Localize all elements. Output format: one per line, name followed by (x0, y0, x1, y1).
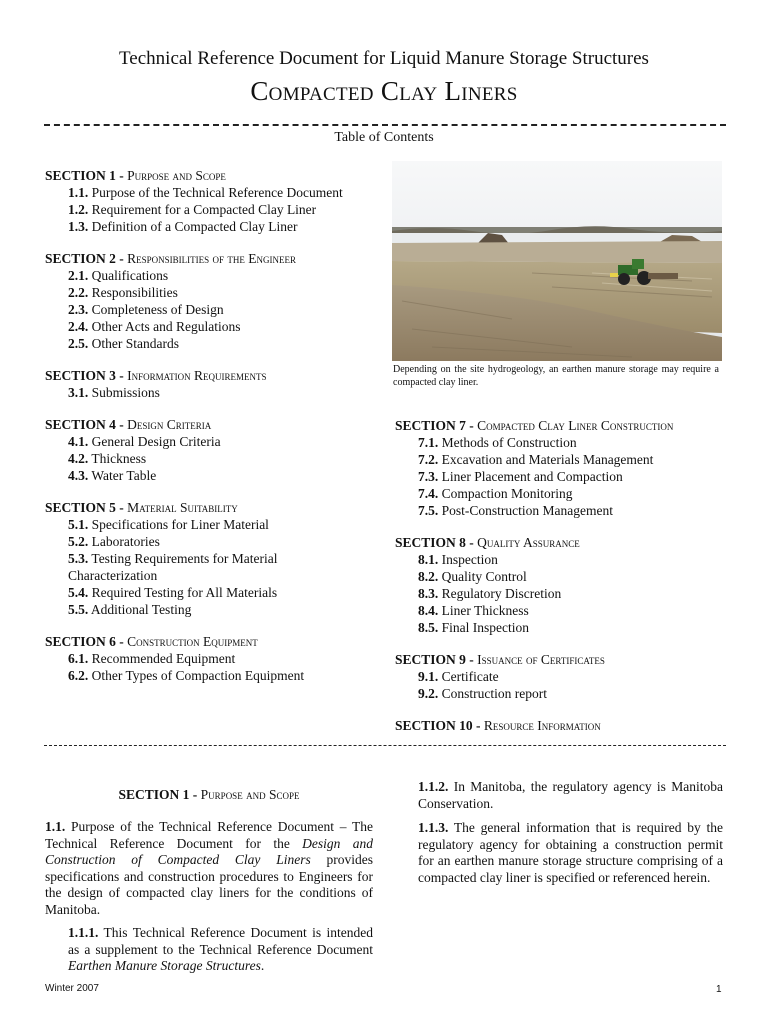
toc-item[interactable]: 2.1. Qualifications (68, 268, 169, 283)
toc-item[interactable]: 2.5. Other Standards (68, 336, 179, 351)
section-label: SECTION 6 - (45, 634, 124, 649)
section-label: SECTION 8 - (395, 535, 474, 550)
toc-item[interactable]: 4.2. Thickness (68, 451, 147, 466)
toc-left-column (45, 167, 375, 684)
toc-item[interactable]: 7.4. Compaction Monitoring (418, 486, 573, 501)
section-1-heading (45, 787, 373, 803)
toc-section-4[interactable] (45, 416, 375, 484)
toc-item[interactable]: 9.1. Certificate (418, 669, 499, 684)
toc-item[interactable]: 3.1. Submissions (68, 385, 160, 400)
section-title: Resource Information (483, 718, 601, 733)
section-label: SECTION 7 - (395, 418, 474, 433)
toc-item[interactable]: 7.2. Excavation and Materials Management (418, 452, 654, 467)
toc-item-continuation: Characterization (68, 568, 158, 583)
toc-item[interactable]: 7.3. Liner Placement and Compaction (418, 469, 623, 484)
top-divider (44, 124, 726, 126)
toc-section-8[interactable] (395, 534, 725, 636)
toc-section-1[interactable] (45, 167, 375, 235)
toc-item[interactable]: 5.2. Laboratories (68, 534, 160, 549)
toc-item[interactable]: 8.4. Liner Thickness (418, 603, 529, 618)
section-title: Information Requirements (127, 368, 267, 383)
toc-item[interactable]: 6.1. Recommended Equipment (68, 651, 236, 666)
section-label: SECTION 4 - (45, 417, 124, 432)
section-title: Purpose and Scope (200, 787, 300, 802)
toc-item[interactable]: 7.1. Methods of Construction (418, 435, 577, 450)
paragraph-1-1-2: 1.1.2. In Manitoba, the regulatory agency is Manitoba Conservation. (418, 779, 723, 811)
section-title: Purpose and Scope (127, 168, 226, 183)
section-label: SECTION 5 - (45, 500, 124, 515)
toc-item[interactable]: 5.4. Required Testing for All Materials (68, 585, 278, 600)
toc-item[interactable]: 8.2. Quality Control (418, 569, 527, 584)
toc-section-9[interactable] (395, 651, 725, 702)
paragraph-1-1-1: 1.1.1. This Technical Reference Document is intended as a supplement to the Technical Reference Document Earthen Manure Storage Structures. (68, 925, 373, 974)
toc-item[interactable]: 5.3. Testing Requirements for Material (68, 551, 278, 566)
toc-bottom-divider (44, 745, 726, 746)
toc-item[interactable]: 2.4. Other Acts and Regulations (68, 319, 241, 334)
toc-section-2[interactable] (45, 250, 375, 352)
toc-item[interactable]: 1.2. Requirement for a Compacted Clay Liner (68, 202, 317, 217)
toc-section-7[interactable] (395, 417, 725, 519)
toc-item[interactable]: 9.2. Construction report (418, 686, 547, 701)
toc-item[interactable]: 2.3. Completeness of Design (68, 302, 224, 317)
toc-item[interactable]: 6.2. Other Types of Compaction Equipment (68, 668, 305, 683)
photo-caption: Depending on the site hydrogeology, an earthen manure storage may require a compacted clay liner. (393, 364, 719, 388)
section-label: SECTION 10 - (395, 718, 481, 733)
toc-item[interactable]: 4.1. General Design Criteria (68, 434, 221, 449)
toc-item[interactable]: 5.1. Specifications for Liner Material (68, 517, 269, 532)
main-title: Compacted Clay Liners (250, 76, 518, 106)
section-title: Material Suitability (127, 500, 238, 515)
section-title: Compacted Clay Liner Construction (477, 418, 674, 433)
toc-item[interactable]: 5.5. Additional Testing (68, 602, 192, 617)
section-title: Construction Equipment (127, 634, 258, 649)
page-number: 1 (716, 984, 722, 995)
section-title: Quality Assurance (477, 535, 580, 550)
section-title: Responsibilities of the Engineer (127, 251, 297, 266)
toc-section-10[interactable] (395, 717, 725, 734)
document-title: Technical Reference Document for Liquid Manure Storage Structures (119, 48, 649, 69)
toc-item[interactable]: 1.3. Definition of a Compacted Clay Liner (68, 219, 298, 234)
toc-section-5[interactable] (45, 499, 375, 618)
toc-section-6[interactable] (45, 633, 375, 684)
toc-item[interactable]: 2.2. Responsibilities (68, 285, 178, 300)
section-title: Design Criteria (127, 417, 212, 432)
toc-section-3[interactable] (45, 367, 375, 401)
section-label: SECTION 1 - (45, 168, 124, 183)
toc-right-column (395, 417, 725, 734)
section-label: SECTION 3 - (45, 368, 124, 383)
construction-site-photo (392, 161, 722, 361)
toc-item[interactable]: 8.3. Regulatory Discretion (418, 586, 562, 601)
toc-item[interactable]: 7.5. Post-Construction Management (418, 503, 613, 518)
footer-date: Winter 2007 (45, 983, 99, 994)
paragraph-1-1: 1.1. Purpose of the Technical Reference Document – The Technical Reference Document for the Design and Construction of Compacted Clay Liners provides specifications and construction procedures to Engineers for the design of compacted clay liners for the conditions of Manitoba. (45, 819, 373, 917)
toc-item[interactable]: 4.3. Water Table (68, 468, 157, 483)
toc-item[interactable]: 8.5. Final Inspection (418, 620, 529, 635)
section-label: SECTION 9 - (395, 652, 474, 667)
section-label: SECTION 2 - (45, 251, 124, 266)
toc-item[interactable]: 8.1. Inspection (418, 552, 498, 567)
section-title: Issuance of Certificates (477, 652, 605, 667)
toc-heading: Table of Contents (334, 130, 434, 145)
toc-item[interactable]: 1.1. Purpose of the Technical Reference Document (68, 185, 343, 200)
paragraph-1-1-3: 1.1.3. The general information that is required by the regulatory agency for obtaining a construction permit for an earthen manure storage structure comprising of a compacted clay liner is specified or referenced herein. (418, 820, 723, 885)
section-label: SECTION 1 - (118, 787, 198, 802)
